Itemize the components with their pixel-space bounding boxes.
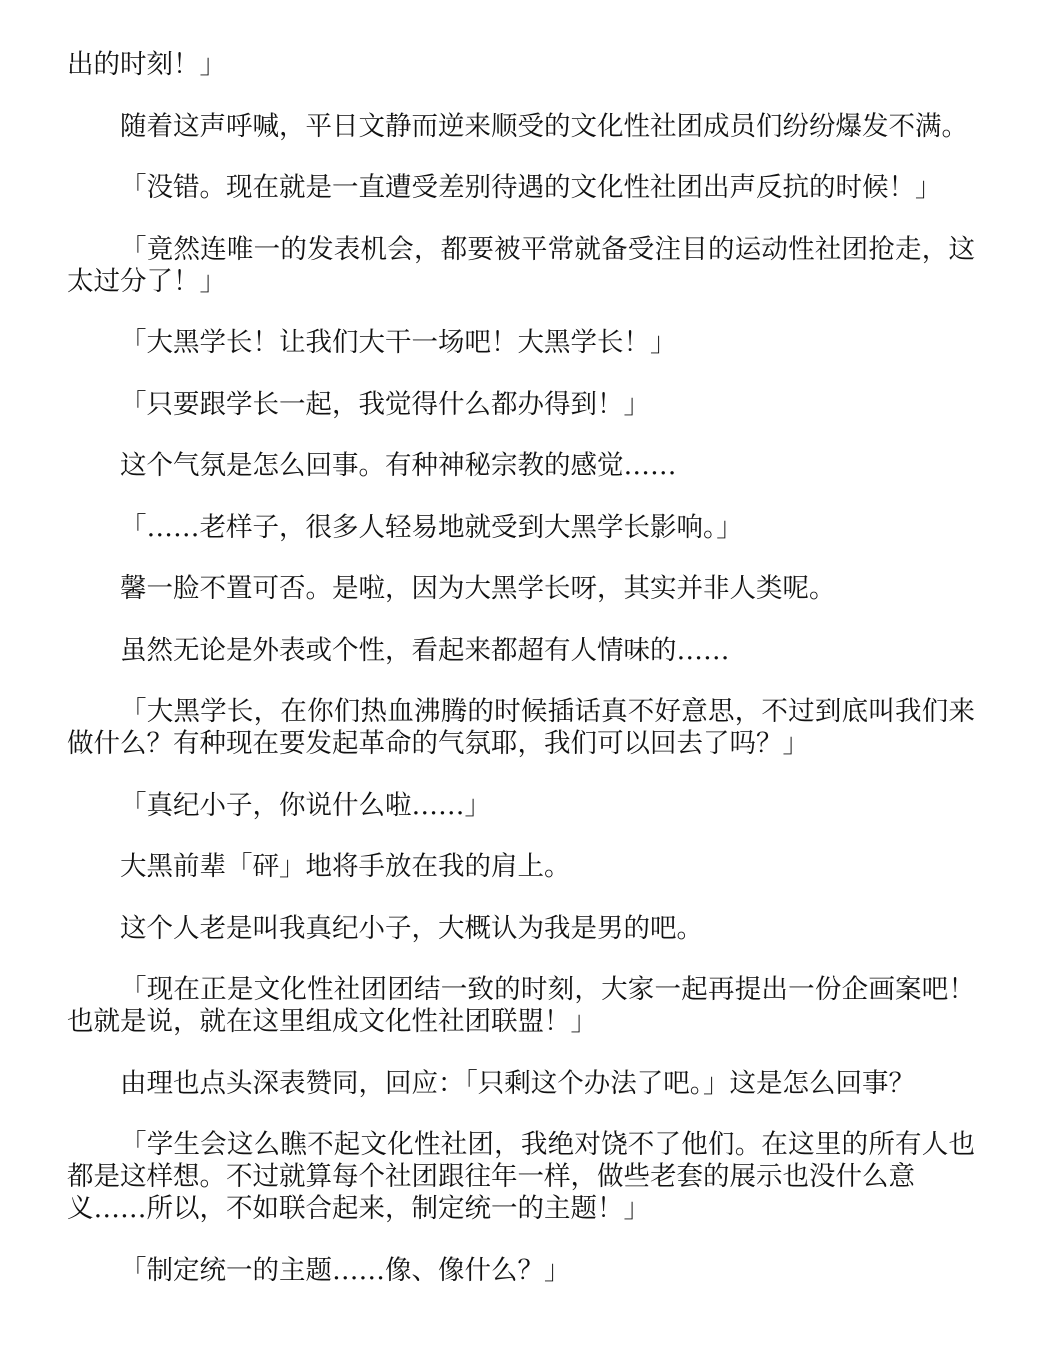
text-line: 「……老样子，很多人轻易地就受到大黑学长影响。」	[120, 511, 743, 543]
text-line: 「制定统一的主题……像、像什么？」	[120, 1254, 571, 1286]
text-line: 太过分了！」	[67, 265, 226, 297]
paragraph	[67, 913, 975, 945]
paragraph	[67, 111, 975, 143]
text-line: 「没错。现在就是一直遭受差别待遇的文化性社团出声反抗的时候！」	[120, 172, 942, 203]
text-line: 「竟然连唯一的发表机会，都要被平常就备受注目的运动性社团抢走，这	[120, 233, 975, 265]
paragraph	[67, 790, 975, 822]
paragraph	[67, 851, 975, 883]
text-line: 义……所以，不如联合起来，制定统一的主题！」	[67, 1193, 650, 1224]
paragraph	[67, 573, 975, 605]
document-page	[67, 49, 975, 1316]
text-line: 这个人老是叫我真纪小子，大概认为我是男的吧。	[120, 912, 703, 944]
paragraph	[67, 635, 975, 667]
text-line: 出的时刻！」	[67, 49, 226, 80]
paragraph	[67, 512, 975, 544]
text-line: 都是这样想。不过就算每个社团跟往年一样，做些老套的展示也没什么意	[67, 1161, 915, 1192]
text-line: 「大黑学长，在你们热血沸腾的时候插话真不好意思，不过到底叫我们来	[120, 696, 975, 727]
paragraph	[67, 974, 975, 1038]
text-line: 「学生会这么瞧不起文化性社团，我绝对饶不了他们。在这里的所有人也	[120, 1129, 975, 1160]
paragraph	[67, 1068, 975, 1100]
text-line: 虽然无论是外表或个性，看起来都超有人情味的……	[120, 634, 730, 666]
text-line: 馨一脸不置可否。是啦，因为大黑学长呀，其实并非人类呢。	[120, 573, 836, 604]
paragraph	[67, 234, 975, 298]
text-line: 「大黑学长！让我们大干一场吧！大黑学长！」	[120, 327, 677, 358]
text-line: 由理也点头深表赞同，回应：「只剩这个办法了吧。」这是怎么回事？	[120, 1067, 915, 1099]
text-line: 也就是说，就在这里组成文化性社团联盟！」	[67, 1006, 597, 1037]
text-line: 做什么？有种现在要发起革命的气氛耶，我们可以回去了吗？」	[67, 728, 809, 759]
paragraph	[67, 696, 975, 760]
paragraph	[67, 49, 975, 81]
text-line: 这个气氛是怎么回事。有种神秘宗教的感觉……	[120, 450, 677, 481]
text-line: 随着这声呼喊，平日文静而逆来顺受的文化性社团成员们纷纷爆发不满。	[120, 110, 968, 142]
text-line: 「真纪小子，你说什么啦……」	[120, 789, 491, 821]
text-line: 「现在正是文化性社团团结一致的时刻，大家一起再提出一份企画案吧！	[120, 974, 975, 1005]
paragraph	[67, 327, 975, 359]
text-line: 大黑前辈「砰」地将手放在我的肩上。	[120, 851, 571, 882]
text-line: 「只要跟学长一起，我觉得什么都办得到！」	[120, 388, 650, 420]
paragraph	[67, 450, 975, 482]
paragraph	[67, 172, 975, 204]
paragraph	[67, 1129, 975, 1225]
paragraph	[67, 1255, 975, 1287]
paragraph	[67, 389, 975, 421]
